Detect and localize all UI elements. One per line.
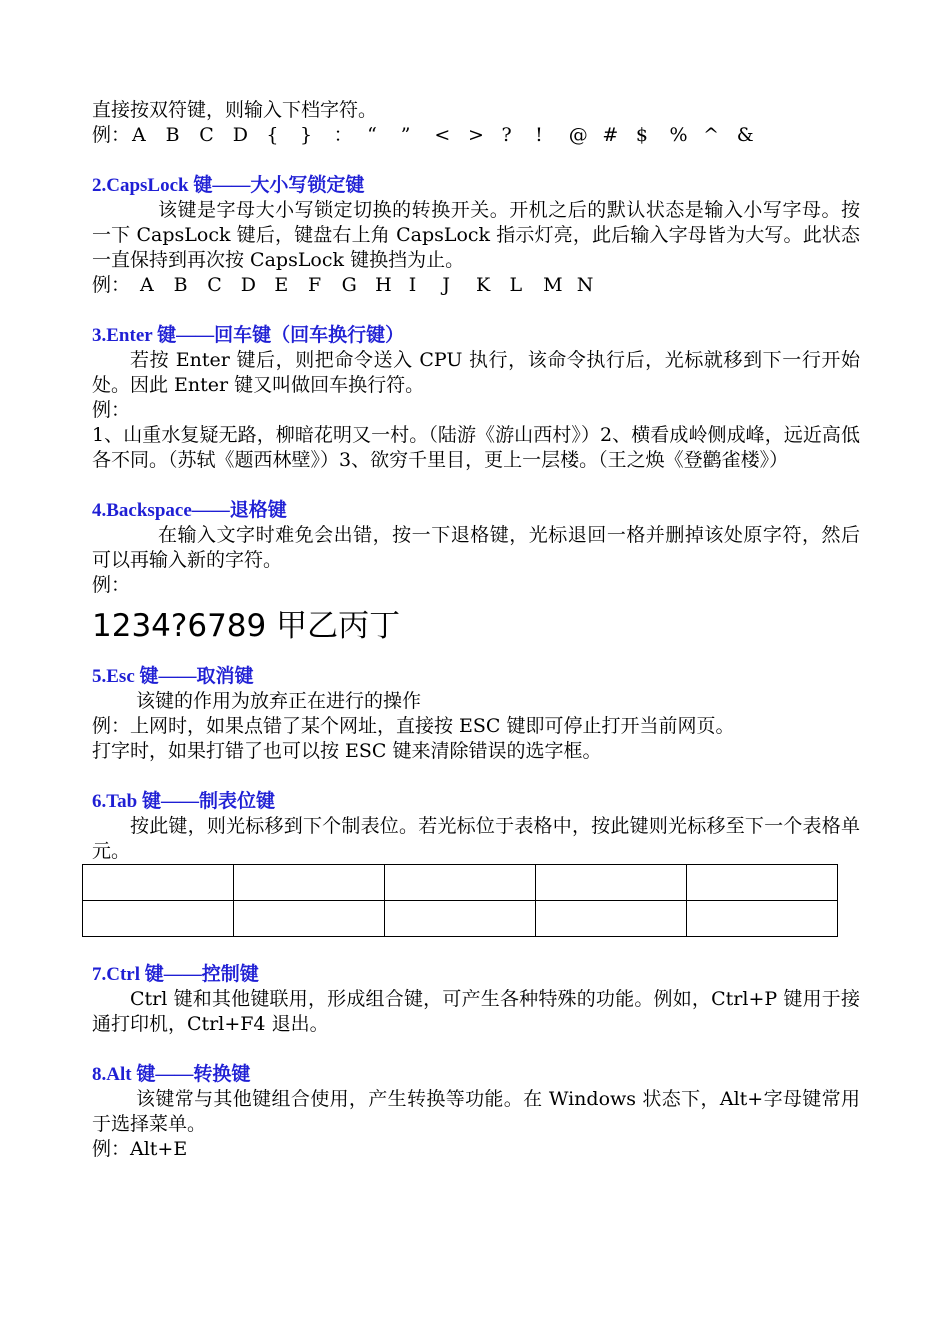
table-cell[interactable]: [234, 901, 385, 937]
symbol-item: }: [299, 124, 313, 146]
poem-example: 1、山重水复疑无路，柳暗花明又一村。（陆游《游山西村》）2、横看成岭侧成峰，远近高低各不同。（苏轼《题西林壁》）3、欲穷千里目，更上一层楼。（王之焕《登鹳雀楼》）: [92, 424, 860, 471]
tab-paragraph: 按此键，则光标移到下个制表位。若光标位于表格中，按此键则光标移至下一个表格单元。: [92, 815, 860, 862]
example-label: 例：: [92, 574, 131, 596]
table-cell[interactable]: [385, 901, 536, 937]
table-row: [83, 901, 838, 937]
example-prefix: 例：: [92, 274, 131, 296]
backspace-paragraph: 在输入文字时难免会出错，按一下退格键，光标退回一格并删掉该处原字符，然后可以再输入新的字符。: [92, 524, 860, 571]
letter-item: K: [475, 274, 491, 296]
ctrl-paragraph: Ctrl 键和其他键联用，形成组合键，可产生各种特殊的功能。例如，Ctrl+P 键用于接通打印机，Ctrl+F4 退出。: [92, 988, 860, 1035]
symbol-item: D: [232, 124, 249, 146]
table-row: [83, 865, 838, 901]
symbol-item: A: [132, 124, 146, 146]
letter-item: H: [375, 274, 392, 296]
letter-item: I: [408, 274, 417, 296]
esc-example-line-1: 例：上网时，如果点错了某个网址，直接按 ESC 键即可停止打开当前网页。: [92, 715, 735, 737]
letter-item: B: [173, 274, 188, 296]
table-cell[interactable]: [83, 901, 234, 937]
letter-example-row: [92, 273, 860, 298]
table-cell[interactable]: [536, 865, 687, 901]
symbol-item: &: [736, 124, 754, 146]
letter-item: M: [543, 274, 563, 296]
symbol-item: ：: [333, 124, 353, 146]
symbol-item: %: [669, 124, 688, 146]
ctrl-heading: 7.Ctrl 键——控制键: [92, 964, 259, 985]
symbol-item: B: [165, 124, 180, 146]
example-label: 例：: [92, 399, 131, 421]
letter-item: L: [509, 274, 523, 296]
letter-item: A: [140, 274, 154, 296]
esc-example-line-2: 打字时，如果打错了也可以按 ESC 键来清除错误的选字框。: [92, 740, 602, 762]
backspace-heading: 4.Backspace——退格键: [92, 500, 287, 521]
letter-item: D: [240, 274, 257, 296]
alt-example: 例：Alt+E: [92, 1138, 188, 1160]
letter-list: [140, 273, 610, 298]
symbol-item: ?: [501, 124, 512, 146]
letter-item: C: [207, 274, 222, 296]
table-cell[interactable]: [83, 865, 234, 901]
symbol-item: C: [199, 124, 214, 146]
symbol-item: !: [535, 124, 543, 146]
symbol-item: ^: [703, 124, 720, 146]
table-cell[interactable]: [687, 901, 838, 937]
enter-paragraph: 若按 Enter 键后，则把命令送入 CPU 执行，该命令执行后，光标就移到下一行开始处。因此 Enter 键又叫做回车换行符。: [92, 349, 860, 396]
letter-item: N: [576, 274, 594, 296]
table-cell[interactable]: [385, 865, 536, 901]
tab-heading: 6.Tab 键——制表位键: [92, 791, 275, 812]
letter-item: F: [307, 274, 322, 296]
symbol-item: {: [266, 124, 279, 146]
esc-paragraph: 该键的作用为放弃正在进行的操作: [136, 690, 422, 712]
table-cell[interactable]: [536, 901, 687, 937]
example-prefix: 例：: [92, 124, 131, 146]
enter-heading: 3.Enter 键——回车键（回车换行键）: [92, 325, 405, 346]
letter-item: E: [274, 274, 289, 296]
letter-item: G: [341, 274, 357, 296]
symbol-item: $: [635, 124, 649, 146]
tab-example-table: [82, 864, 838, 937]
shift-description: 直接按双符键，则输入下档字符。: [92, 99, 378, 121]
esc-heading: 5.Esc 键——取消键: [92, 666, 254, 687]
table-cell[interactable]: [234, 865, 385, 901]
backspace-big-example: 1234?6789 甲乙丙丁: [92, 608, 401, 644]
capslock-heading: 2.CapsLock 键——大小写锁定键: [92, 175, 365, 196]
symbol-item: ”: [400, 124, 411, 146]
letter-item: J: [442, 274, 450, 296]
symbol-example-row: [92, 123, 860, 148]
symbol-list: [132, 123, 770, 148]
symbol-item: >: [467, 124, 484, 146]
alt-heading: 8.Alt 键——转换键: [92, 1064, 251, 1085]
symbol-item: <: [434, 124, 451, 146]
table-cell[interactable]: [687, 865, 838, 901]
capslock-paragraph: 该键是字母大小写锁定切换的转换开关。开机之后的默认状态是输入小写字母。按一下 CapsLock 键后，键盘右上角 CapsLock 指示灯亮，此后输入字母皆为大写。此状态一直保持到再次按 CapsLock 键换挡为止。: [92, 199, 860, 271]
symbol-item: @: [568, 124, 588, 146]
alt-paragraph: 该键常与其他键组合使用，产生转换等功能。在 Windows 状态下，Alt+字母键常用于选择菜单。: [92, 1088, 860, 1135]
symbol-item: “: [367, 124, 377, 146]
document-page: [92, 98, 860, 1162]
symbol-item: #: [602, 124, 619, 146]
